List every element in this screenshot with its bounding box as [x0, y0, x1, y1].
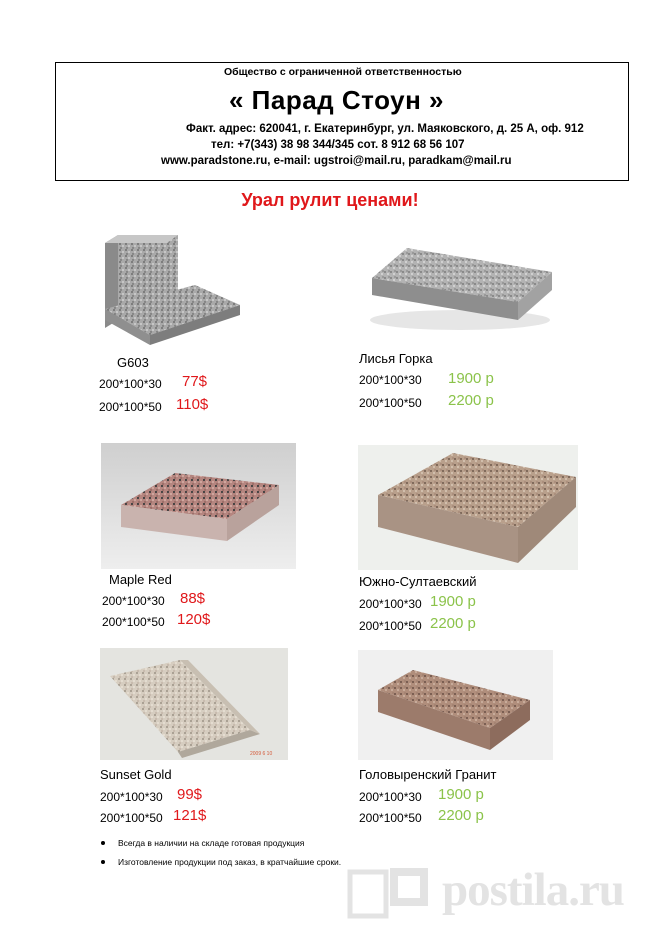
product-size: 200*100*50 — [359, 811, 422, 825]
product-price: 2200 р — [448, 392, 494, 409]
product-photo-sunset-gold — [100, 648, 288, 760]
product-size: 200*100*30 — [100, 790, 163, 804]
bullet-text: Всегда в наличии на складе готовая продукция — [118, 838, 305, 848]
product-size: 200*100*30 — [359, 790, 422, 804]
product-size: 200*100*50 — [359, 396, 422, 410]
product-photo-g603 — [95, 225, 245, 350]
product-price: 110$ — [176, 396, 209, 413]
product-size: 200*100*30 — [102, 594, 165, 608]
info-bullets — [118, 838, 341, 876]
postila-logo-icon — [346, 862, 432, 922]
list-item — [118, 857, 341, 867]
company-phones: тел: +7(343) 38 98 344/345 сот. 8 912 68 56 107 — [211, 139, 465, 151]
product-price: 2200 р — [438, 807, 484, 824]
product-price: 2200 р — [430, 615, 476, 632]
product-name: Южно-Султаевский — [359, 574, 477, 589]
product-price: 121$ — [173, 807, 207, 824]
product-photo-golovyrensky-granit — [358, 650, 553, 760]
company-address: Факт. адрес: 620041, г. Екатеринбург, ул. Маяковского, д. 25 А, оф. 912 — [186, 123, 584, 135]
product-name: Головыренский Гранит — [359, 767, 497, 782]
bullet-icon — [101, 860, 105, 864]
company-web: www.paradstone.ru, e-mail: ugstroi@mail.ru, paradkam@mail.ru — [161, 155, 512, 167]
product-photo-lisya-gorka — [360, 240, 555, 335]
product-size: 200*100*30 — [359, 373, 422, 387]
bullet-text: Изготовление продукции под заказ, в кратчайшие сроки. — [118, 857, 342, 867]
product-price: 77$ — [182, 373, 208, 390]
product-size: 200*100*50 — [102, 615, 165, 629]
company-header — [55, 62, 629, 181]
product-price: 120$ — [177, 611, 211, 628]
org-type: Общество с ограниченной ответственностью — [224, 66, 462, 78]
product-photo-yuzhno-sultaevsky — [358, 445, 578, 570]
company-name: « Парад Стоун » — [229, 85, 444, 115]
product-name: Maple Red — [109, 572, 172, 587]
product-photo-maple-red — [101, 443, 296, 569]
svg-text:2009 6 10: 2009 6 10 — [250, 751, 273, 757]
product-size: 200*100*30 — [359, 597, 422, 611]
list-item — [118, 838, 341, 848]
postila-watermark — [346, 862, 636, 924]
product-size: 200*100*50 — [99, 400, 162, 414]
product-price: 1900 р — [430, 593, 476, 610]
product-price: 99$ — [177, 786, 203, 803]
product-price: 1900 р — [448, 370, 494, 387]
product-size: 200*100*50 — [359, 619, 422, 633]
product-size: 200*100*30 — [99, 377, 162, 391]
product-price: 1900 р — [438, 786, 484, 803]
product-name: Sunset Gold — [100, 767, 172, 782]
product-price: 88$ — [180, 590, 206, 607]
product-size: 200*100*50 — [100, 811, 163, 825]
bullet-icon — [101, 841, 105, 845]
watermark-text: postila.ru — [442, 864, 624, 916]
product-name: G603 — [117, 355, 149, 370]
product-name: Лисья Горка — [359, 351, 433, 366]
slogan: Урал рулит ценами! — [241, 190, 419, 210]
